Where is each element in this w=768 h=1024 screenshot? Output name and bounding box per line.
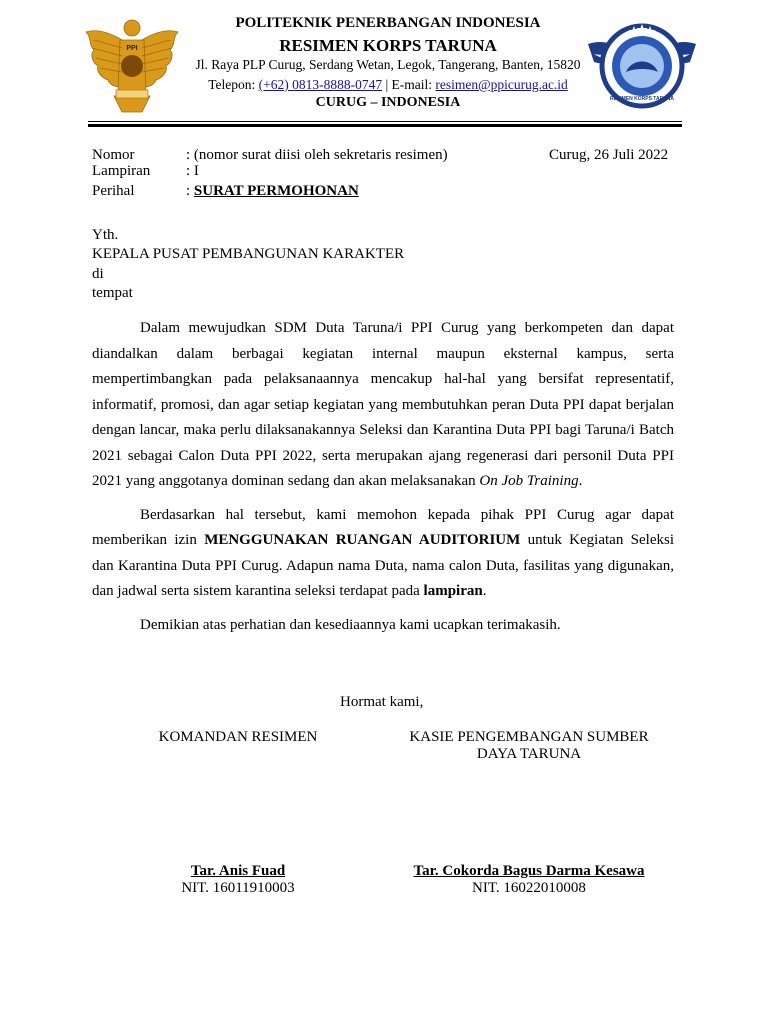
paragraph-2-text-b: untuk Kegiatan Seleksi dan Karantina Duta PPI Curug. Adapun nama Duta, nama calon Duta, fasilitas yang digunakan, dan jadwal serta sistem karantina seleksi terdapat pada [92,532,674,599]
letter-body [92,316,674,638]
lampiran-label: Lampiran [92,163,151,179]
nomor-value: : (nomor surat diisi oleh sekretaris resimen) [186,147,448,163]
right-title-line-1: KASIE PENGEMBANGAN SUMBER [409,729,649,745]
left-signatory-nit: NIT. 16011910003 [181,880,295,896]
email-link[interactable]: resimen@ppicurug.ac.id [435,77,568,92]
recipient-di: di [92,266,104,282]
paragraph-2-end: . [482,583,487,599]
perihal-value: SURAT PERMOHONAN [193,183,359,199]
garuda-logo-icon [84,14,180,116]
phone-link[interactable]: (+62) 0813-8888-0747 [258,77,383,92]
left-signatory-name: Tar. Anis Fuad [190,863,286,879]
recipient-place: tempat [92,285,133,301]
right-signatory-title [384,729,674,763]
paragraph-2-bold-lampiran: lampiran [423,583,483,599]
logo-lettering: PPI [126,45,138,52]
city-line: CURUG – INDONESIA [315,95,461,110]
perihal-label: Perihal [92,183,135,199]
header-divider-thick [88,124,682,127]
perihal-row [186,183,359,200]
right-signatory-name: Tar. Cokorda Bagus Darma Kesawa [413,863,645,879]
paragraph-1-italic: On Job Training [479,473,579,489]
yth-line: Yth. [92,227,119,243]
unit-name: RESIMEN KORPS TARUNA [279,36,497,55]
address-line: Jl. Raya PLP Curug, Serdang Wetan, Legok, Tangerang, Banten, 15820 [195,57,581,72]
nomor-label: Nomor [92,147,135,163]
paragraph-1 [92,316,674,495]
closing-regards: Hormat kami, [340,694,424,710]
paragraph-1-text: Dalam mewujudkan SDM Duta Taruna/i PPI Curug yang berkompeten dan dapat diandalkan dalam berbagai kegiatan internal maupun eksternal kampus, serta mempertimbangkan pada pelaksanaannya mencakup hal-hal yang bersifat representatif, informatif, promosi, dan agar setiap kegiatan yang membutuhkan peran Duta PPI dapat berjalan dengan lancar, maka perlu dilaksanakannya Seleksi dan Karantina Duta PPI bagi Taruna/i Batch 2021 sebagai Calon Duta PPI 2022, serta merupakan ajang regenerasi dari personil Duta PPI 2021 yang anggotanya dominan sedang dan akan melaksanakan [92,320,674,489]
phone-label: Telepon: [208,77,256,92]
paragraph-2 [92,503,674,605]
header-divider-thin [88,121,682,122]
lampiran-value: : I [186,163,199,179]
perihal-colon: : [186,183,191,199]
right-signatory-nit: NIT. 16022010008 [472,880,586,896]
emblem-lettering: RESIMEN KORPS TARUNA [609,96,675,102]
left-signatory-title: KOMANDAN RESIMEN [158,729,318,745]
paragraph-2-bold: MENGGUNAKAN RUANGAN AUDITORIUM [204,532,521,548]
institution-name: POLITEKNIK PENERBANGAN INDONESIA [235,15,541,31]
paragraph-1-end: . [578,473,583,489]
email-label: | E-mail: [385,77,433,92]
recipient-name: KEPALA PUSAT PEMBANGUNAN KARAKTER [92,246,405,262]
paragraph-3: Demikian atas perhatian dan kesediaannya kami ucapkan terimakasih. [140,616,561,633]
right-title-line-2: DAYA TARUNA [476,746,582,762]
resimen-emblem-icon [586,14,698,114]
paragraph-2-text-a: Berdasarkan hal tersebut, kami memohon kepada pihak PPI Curug agar dapat memberikan izin [92,506,674,548]
contact-line [180,77,596,93]
letter-date: Curug, 26 Juli 2022 [549,147,669,163]
